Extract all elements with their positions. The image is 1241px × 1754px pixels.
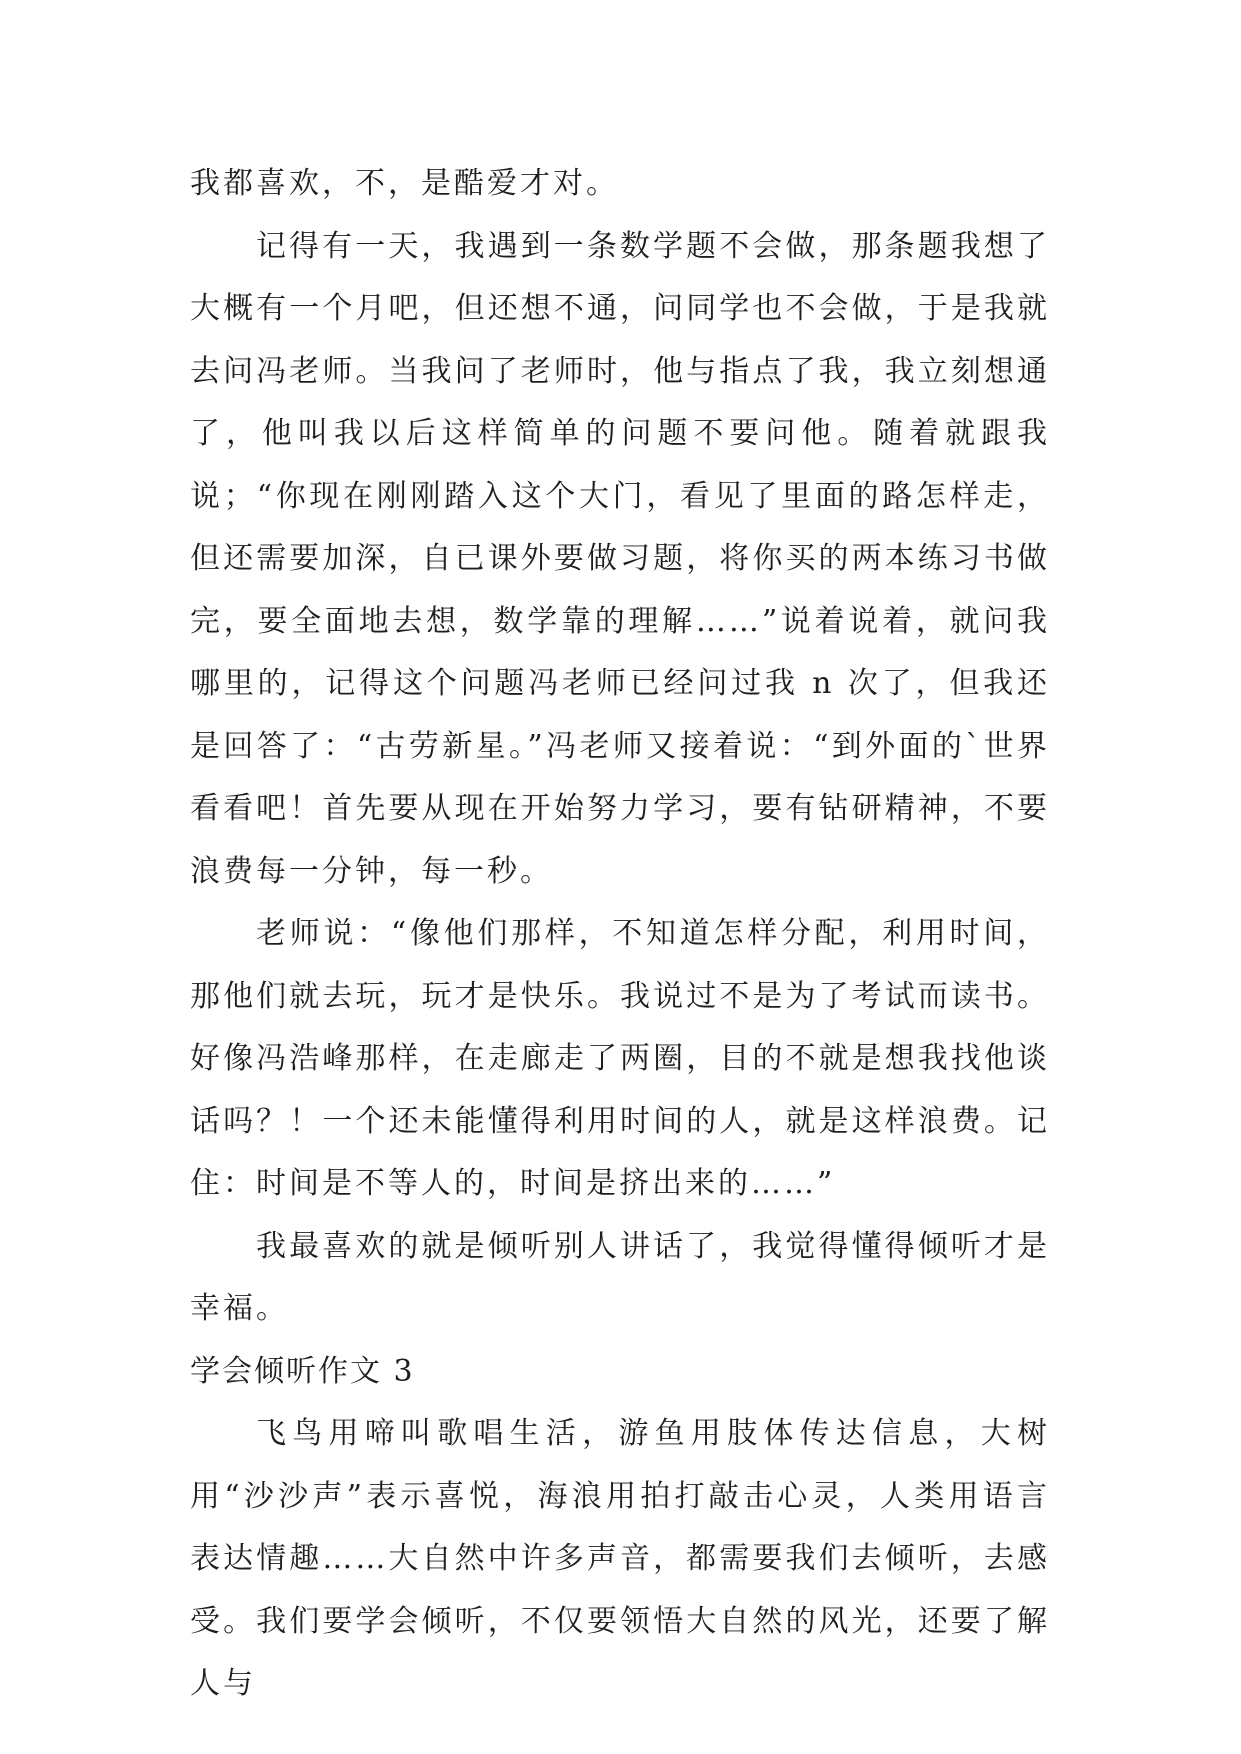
paragraph-continuation: 我都喜欢，不，是酷爱才对。 (190, 166, 619, 201)
paragraph-math-question: 记得有一天，我遇到一条数学题不会做，那条题我想了大概有一个月吧，但还想不通，问同学也不会做，于是我就去问冯老师。当我问了老师时，他与指点了我，我立刻想通了，他叫我以后这样简单的问题不要问他。随着就跟我说；“你现在刚刚踏入这个大门，看见了里面的路怎样走，但还需要加深，自已课外要做习题，将你买的两本练习书做完，要全面地去想，数学靠的理解……”说着说着，就问我哪里的，记得这个问题冯老师已经问过我 n 次了，但我还是回答了：“古劳新星。”冯老师又接着说：“到外面的`世界看看吧！首先要从现在开始努力学习，要有钻研精神，不要浪费每一分钟，每一秒。 (190, 228, 1050, 889)
essay-heading: 学会倾听作文 3 (190, 1353, 415, 1389)
paragraph-nature-sounds: 飞鸟用啼叫歌唱生活，游鱼用肢体传达信息，大树用“沙沙声”表示喜悦，海浪用拍打敲击心灵，人类用语言表达情趣……大自然中许多声音，都需要我们去倾听，去感受。我们要学会倾听，不仅要领悟大自然的风光，还要了解人与 (190, 1416, 1050, 1701)
paragraph-listening-happiness: 我最喜欢的就是倾听别人讲话了，我觉得懂得倾听才是幸福。 (190, 1228, 1050, 1326)
document-page (190, 153, 1050, 1716)
paragraph-teacher-says: 老师说：“像他们那样，不知道怎样分配，利用时间，那他们就去玩，玩才是快乐。我说过不是为了考试而读书。好像冯浩峰那样，在走廊走了两圈，目的不就是想我找他谈话吗？！一个还未能懂得利用时间的人，就是这样浪费。记住：时间是不等人的，时间是挤出来的……” (190, 916, 1050, 1201)
